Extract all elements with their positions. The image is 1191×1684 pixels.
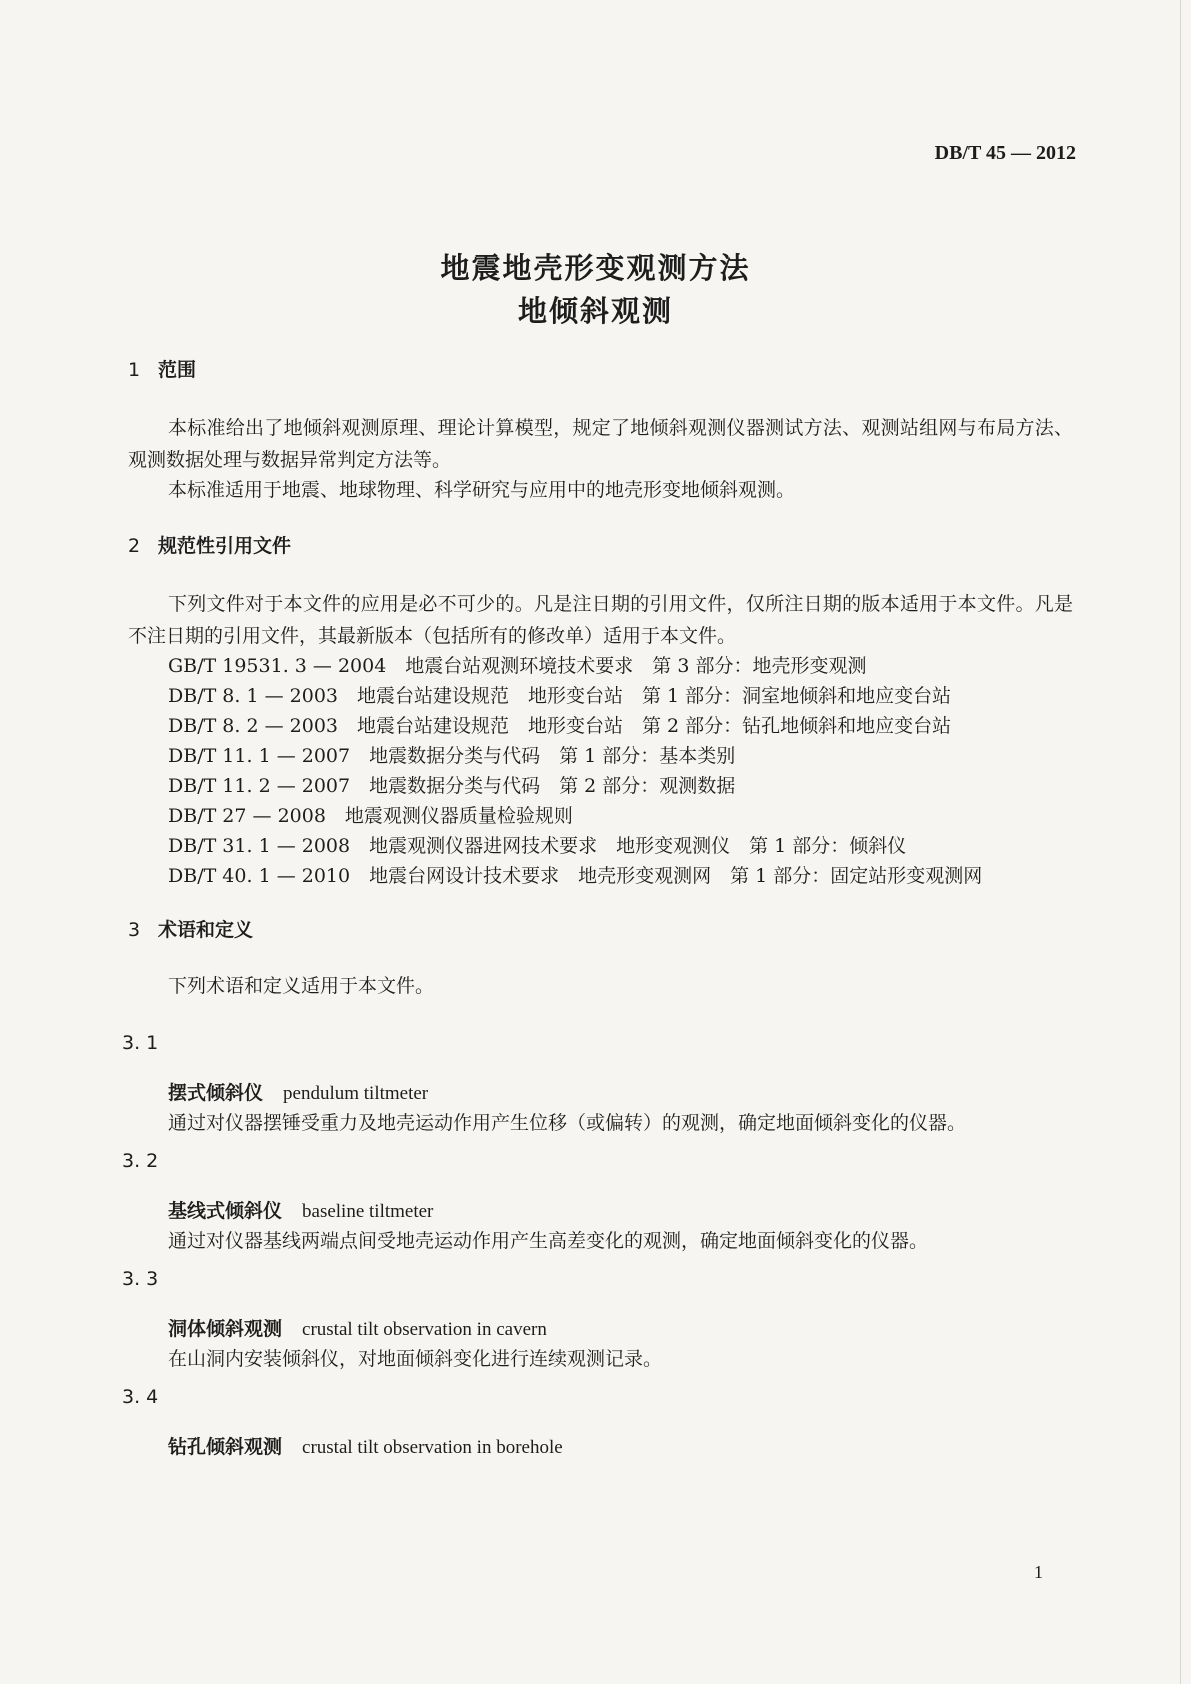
section-number: 3	[128, 919, 141, 941]
term-entry	[168, 1078, 428, 1105]
term-entry	[168, 1196, 433, 1223]
document-title: 地震地壳形变观测方法	[440, 251, 751, 285]
term-definition: 通过对仪器基线两端点间受地壳运动作用产生高差变化的观测，确定地面倾斜变化的仪器。	[168, 1230, 929, 1252]
subsection-number: 3. 4	[122, 1386, 159, 1408]
section-2-paragraph-1: 下列文件对于本文件的应用是必不可少的。凡是注日期的引用文件，仅所注日期的版本适用于本文件。凡是不注日期的引用文件，其最新版本（包括所有的修改单）适用于本文件。	[128, 593, 1073, 647]
subsection-number: 3. 2	[122, 1150, 159, 1172]
reference-item: DB/T 11. 2 — 2007 地震数据分类与代码 第 2 部分：观测数据	[168, 775, 736, 797]
subsection-number: 3. 3	[122, 1268, 159, 1290]
reference-item: GB/T 19531. 3 — 2004 地震台站观测环境技术要求 第 3 部分：地壳形变观测	[168, 655, 867, 677]
section-3-intro: 下列术语和定义适用于本文件。	[168, 975, 435, 997]
section-1-paragraph-1: 本标准给出了地倾斜观测原理、理论计算模型，规定了地倾斜观测仪器测试方法、观测站组网与布局方法、观测数据处理与数据异常判定方法等。	[128, 417, 1073, 471]
section-number: 2	[128, 535, 141, 557]
reference-item: DB/T 11. 1 — 2007 地震数据分类与代码 第 1 部分：基本类别	[168, 745, 736, 767]
reference-item: DB/T 8. 1 — 2003 地震台站建设规范 地形变台站 第 1 部分：洞室地倾斜和地应变台站	[168, 685, 952, 707]
section-number: 1	[128, 359, 141, 381]
term-chinese: 钻孔倾斜观测	[168, 1436, 283, 1458]
standard-code: DB/T 45 — 2012	[934, 142, 1076, 164]
section-2-heading	[128, 531, 291, 558]
section-1-paragraph-2: 本标准适用于地震、地球物理、科学研究与应用中的地壳形变地倾斜观测。	[168, 479, 796, 501]
reference-item: DB/T 8. 2 — 2003 地震台站建设规范 地形变台站 第 2 部分：钻孔地倾斜和地应变台站	[168, 715, 952, 737]
subsection-number: 3. 1	[122, 1032, 159, 1054]
section-title: 术语和定义	[158, 919, 254, 941]
term-chinese: 摆式倾斜仪	[168, 1082, 264, 1104]
reference-item: DB/T 31. 1 — 2008 地震观测仪器进网技术要求 地形变观测仪 第 1 部分：倾斜仪	[168, 835, 907, 857]
term-english: pendulum tiltmeter	[283, 1083, 429, 1104]
reference-item: DB/T 27 — 2008 地震观测仪器质量检验规则	[168, 805, 573, 827]
term-chinese: 洞体倾斜观测	[168, 1318, 283, 1340]
term-english: baseline tiltmeter	[302, 1201, 434, 1222]
term-english: crustal tilt observation in cavern	[302, 1319, 547, 1340]
term-chinese: 基线式倾斜仪	[168, 1200, 283, 1222]
document-subtitle: 地倾斜观测	[517, 294, 673, 328]
term-definition: 通过对仪器摆锤受重力及地壳运动作用产生位移（或偏转）的观测，确定地面倾斜变化的仪器。	[168, 1112, 967, 1134]
section-title: 规范性引用文件	[158, 535, 292, 557]
term-entry	[168, 1314, 547, 1341]
term-definition: 在山洞内安装倾斜仪，对地面倾斜变化进行连续观测记录。	[168, 1348, 663, 1370]
section-3-heading	[128, 915, 253, 942]
reference-item: DB/T 40. 1 — 2010 地震台网设计技术要求 地壳形变观测网 第 1 部分：固定站形变观测网	[168, 865, 983, 887]
term-english: crustal tilt observation in borehole	[302, 1437, 563, 1458]
page-number: 1	[1034, 1562, 1043, 1582]
term-entry	[168, 1432, 563, 1459]
section-title: 范围	[158, 359, 197, 381]
section-1-heading	[128, 355, 196, 382]
